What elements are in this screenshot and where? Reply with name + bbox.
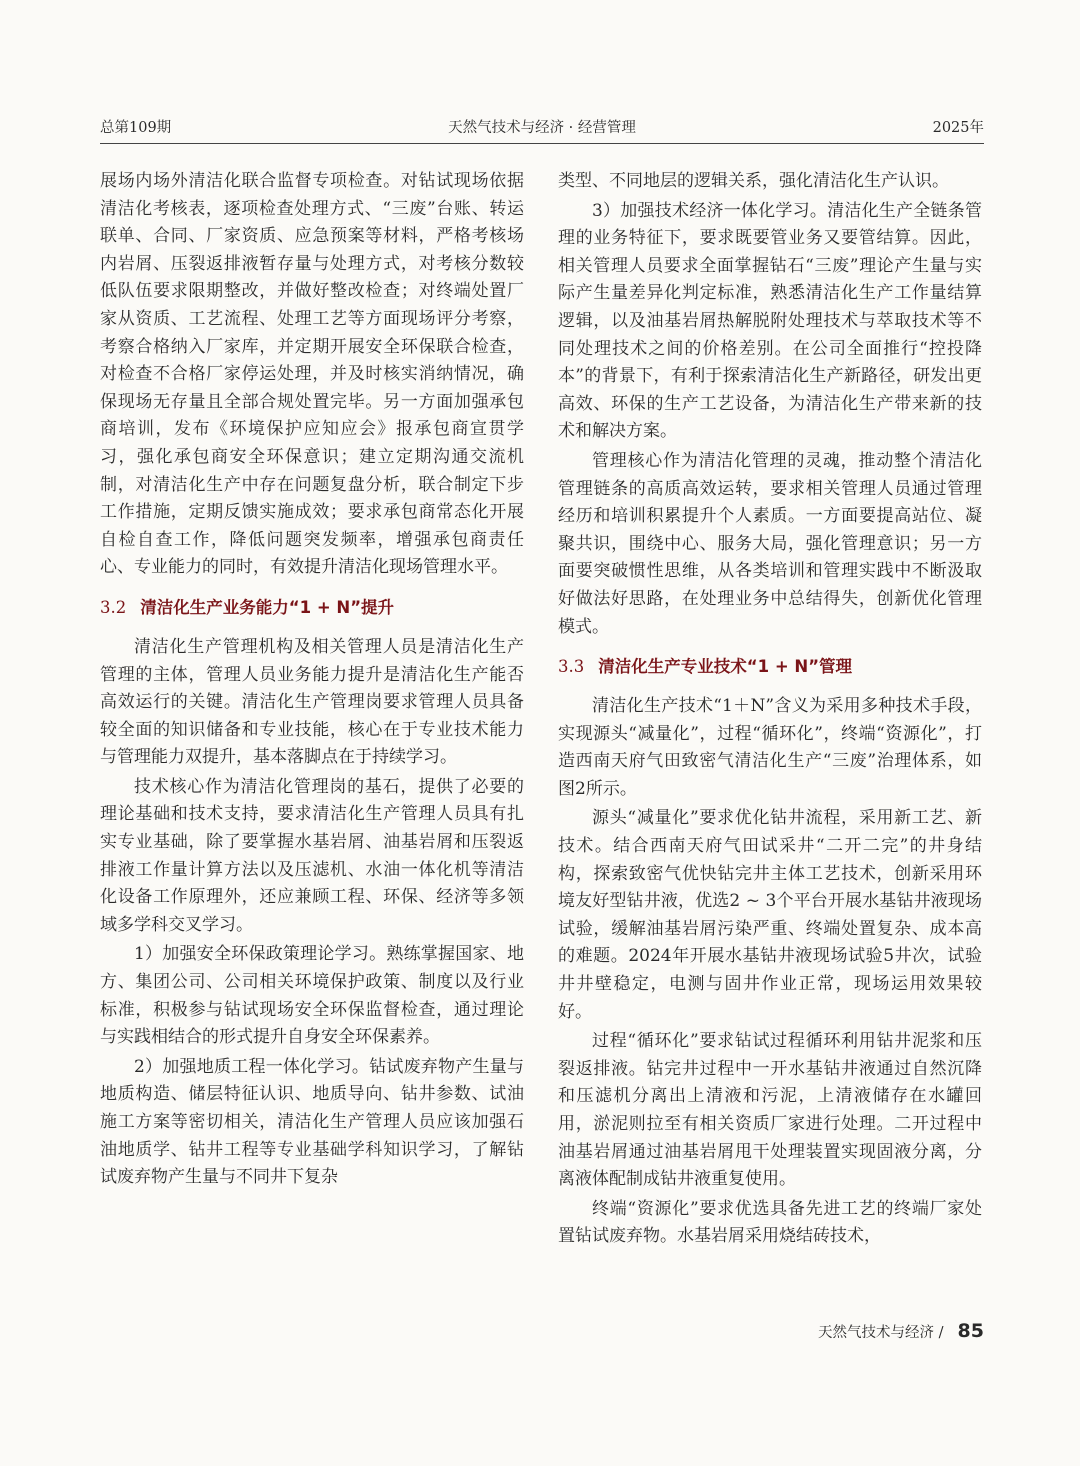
section-number: 3.3: [558, 657, 585, 677]
section-heading-3-2: [100, 596, 524, 620]
paragraph: 过程“循环化”要求钻试过程循环利用钻井泥浆和压裂返排液。钻完井过程中一开水基钻井液通过自然沉降和压滤机分离出上清液和污泥，上清液储存在水罐回用，淤泥则拉至有相关资质厂家进行处理。二开过程中油基岩屑通过油基岩屑甩干处理装置实现固液分离，分离液体配制成钻井液重复使用。: [558, 1031, 982, 1190]
paragraph: 终端“资源化”要求优选具备先进工艺的终端厂家处置钻试废弃物。水基岩屑采用烧结砖技术，: [558, 1198, 982, 1247]
section-title: 清洁化生产专业技术“1 + N”管理: [598, 657, 853, 677]
section-number: 3.2: [100, 597, 127, 617]
footer-journal-name: 天然气技术与经济 /: [818, 1325, 944, 1341]
issue-number: 总第109期: [100, 120, 172, 136]
paragraph: 技术核心作为清洁化管理岗的基石，提供了必要的理论基础和技术支持，要求清洁化生产管理人员具有扎实专业基础，除了要掌握水基岩屑、油基岩屑和压裂返排液工作量计算方法以及压滤机、水油一体化机等清洁化设备工作原理外，还应兼顾工程、环保、经济等多领域多学科交叉学习。: [100, 776, 524, 935]
paragraph: 源头“减量化”要求优化钻井流程，采用新工艺、新技术。结合西南天府气田试采井“二开二完”的井身结构，探索致密气优快钻完井主体工艺技术，创新采用环境友好型钻井液，优选2 ~ 3个平台开展水基钻井液现场试验，缓解油基岩屑污染严重、终端处置复杂、成本高的难题。2024年开展水基钻井液现场试验5井次，试验井井壁稳定，电测与固井作业正常，现场运用效果较好。: [558, 808, 982, 1022]
paragraph: 展场内场外清洁化联合监督专项检查。对钻试现场依据清洁化考核表，逐项检查处理方式、“三废”台账、转运联单、合同、厂家资质、应急预案等材料，严格考核场内岩屑、压裂返排液暂存量与处理方式，对考核分数较低队伍要求限期整改，并做好整改检查；对终端处置厂家从资质、工艺流程、处理工艺等方面现场评分考察，考察合格纳入厂家库，并定期开展安全环保联合检查，对检查不合格厂家停运处理，并及时核实消纳情况，确保现场无存量且全部合规处置完毕。另一方面加强承包商培训，发布《环境保护应知应会》报承包商宣贯学习，强化承包商安全环保意识；建立定期沟通交流机制，对清洁化生产中存在问题复盘分析，联合制定下步工作措施，定期反馈实施成效；要求承包商常态化开展自检自查工作，降低问题突发频率，增强承包商责任心、专业能力的同时，有效提升清洁化现场管理水平。: [100, 171, 524, 578]
paragraph: 3）加强技术经济一体化学习。清洁化生产全链条管理的业务特征下，要求既要管业务又要管结算。因此，相关管理人员要求全面掌握钻石“三废”理论产生量与实际产生量差异化判定标准，熟悉清洁化生产工作量结算逻辑，以及油基岩屑热解脱附处理技术与萃取技术等不同处理技术之间的价格差别。在公司全面推行“控投降本”的背景下，有利于探索清洁化生产新路径，研发出更高效、环保的生产工艺设备，为清洁化生产带来新的技术和解决方案。: [558, 200, 982, 442]
section-heading-3-3: [558, 655, 982, 679]
page-number: 85: [957, 1320, 984, 1342]
paragraph: 类型、不同地层的逻辑关系，强化清洁化生产认识。: [558, 171, 949, 191]
paragraph: 清洁化生产管理机构及相关管理人员是清洁化生产管理的主体，管理人员业务能力提升是清洁化生产能否高效运行的关键。清洁化生产管理岗要求管理人员具备较全面的知识储备和专业技能，核心在于专业技术能力与管理能力双提升，基本落脚点在于持续学习。: [100, 636, 524, 768]
paragraph: 1）加强安全环保政策理论学习。熟练掌握国家、地方、集团公司、公司相关环境保护政策、制度以及行业标准，积极参与钻试现场安全环保监督检查，通过理论与实践相结合的形式提升自身安全环保素养。: [100, 944, 524, 1048]
header-rule: [100, 143, 984, 144]
right-column: [558, 168, 982, 1251]
paragraph: 管理核心作为清洁化管理的灵魂，推动整个清洁化管理链条的高质高效运转，要求相关管理人员通过管理经历和培训积累提升个人素质。一方面要提高站位、凝聚共识，围绕中心、服务大局，强化管理意识；另一方面要突破惯性思维，从各类培训和管理实践中不断汲取好做法好思路，在处理业务中总结得失，创新优化管理模式。: [558, 450, 982, 637]
page-footer: [818, 1320, 984, 1342]
paragraph: 2）加强地质工程一体化学习。钻试废弃物产生量与地质构造、储层特征认识、地质导向、钻井参数、试油施工方案等密切相关，清洁化生产管理人员应该加强石油地质学、钻井工程等专业基础学科知识学习，了解钻试废弃物产生量与不同井下复杂: [100, 1056, 524, 1188]
journal-section-title: 天然气技术与经济 · 经营管理: [448, 120, 636, 136]
section-title: 清洁化生产业务能力“1 + N”提升: [140, 597, 395, 617]
paragraph: 清洁化生产技术“1＋N”含义为采用多种技术手段，实现源头“减量化”，过程“循环化”，终端“资源化”，打造西南天府气田致密气清洁化生产“三废”治理体系，如图2所示。: [558, 696, 982, 799]
left-column: [100, 168, 524, 1192]
year: 2025年: [932, 120, 984, 136]
running-header: [100, 112, 984, 140]
